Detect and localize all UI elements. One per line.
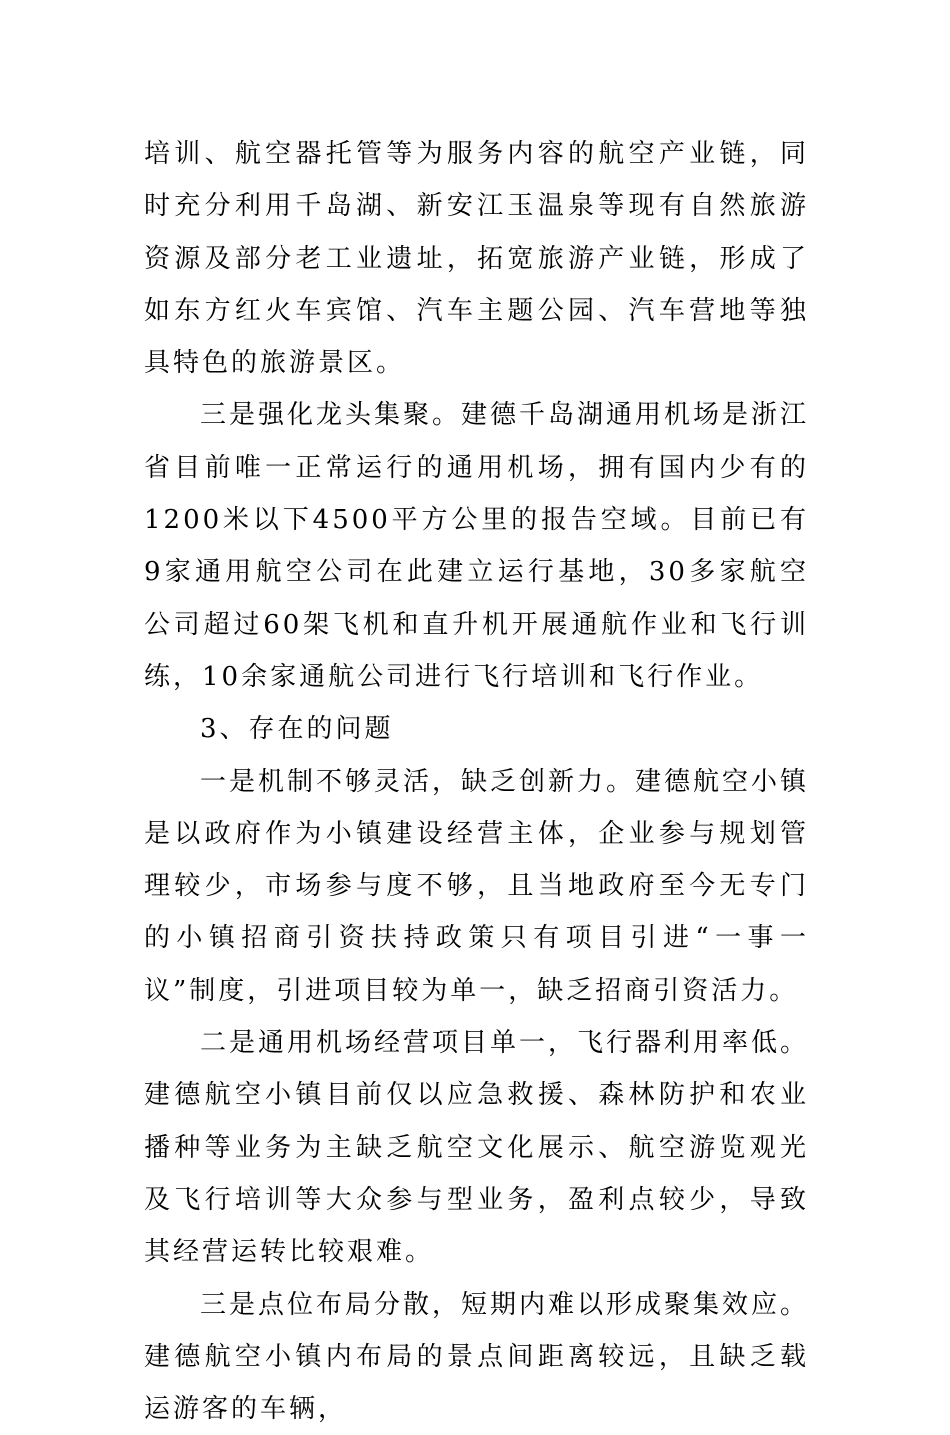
paragraph-layout-dispersed: 三是点位布局分散，短期内难以形成聚集效应。建德航空小镇内布局的景点间距离较远，且缺乏载运游客的车辆， [144, 1289, 810, 1425]
section-heading-problems: 3、存在的问题 [200, 714, 394, 745]
paragraph-leader-cluster: 三是强化龙头集聚。建德千岛湖通用机场是浙江省目前唯一正常运行的通用机场，拥有国内少有的1200米以下4500平方公里的报告空域。目前已有9家通用航空公司在此建立运行基地，30多家航空公司超过60架飞机和直升机开展通航作业和飞行训练，10余家通航公司进行飞行培训和飞行作业。 [144, 400, 810, 692]
paragraph-industry-chain: 培训、航空器托管等为服务内容的航空产业链，同时充分利用千岛湖、新安江玉温泉等现有自然旅游资源及部分老工业遗址，拓宽旅游产业链，形成了如东方红火车宾馆、汽车主题公园、汽车营地等独具特色的旅游景区。 [144, 139, 809, 379]
body-text [144, 128, 809, 1435]
paragraph-airport-operations: 二是通用机场经营项目单一，飞行器利用率低。建德航空小镇目前仅以应急救援、森林防护和农业播种等业务为主缺乏航空文化展示、航空游览观光及飞行培训等大众参与型业务，盈利点较少，导致其经营运转比较艰难。 [144, 1028, 810, 1268]
paragraph-mechanism: 一是机制不够灵活，缺乏创新力。建德航空小镇是以政府作为小镇建设经营主体，企业参与规划管理较少，市场参与度不够，且当地政府至今无专门的小镇招商引资扶持政策只有项目引进“一事一议”制度，引进项目较为单一，缺乏招商引资活力。 [144, 766, 810, 1006]
